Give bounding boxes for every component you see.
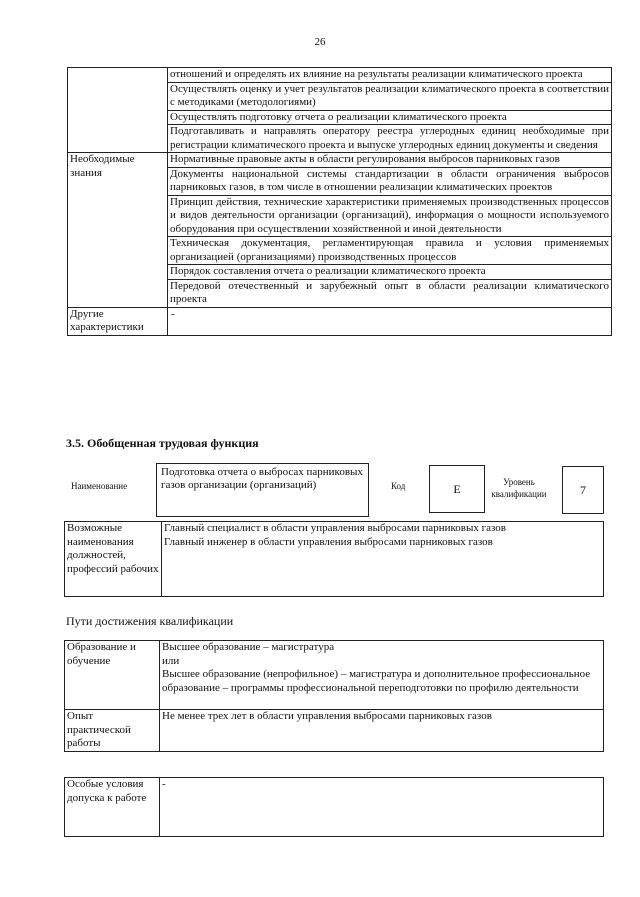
table-row	[65, 778, 604, 837]
table-row	[68, 153, 612, 168]
table-row	[65, 522, 604, 597]
positions-table	[64, 521, 604, 597]
name-label: Наименование	[71, 481, 128, 491]
table-cell: Нормативные правовые акты в области регулирования выбросов парниковых газов	[168, 153, 612, 168]
table-cell: Техническая документация, регламентирующая правила и условия применяемых организацией (организациями) производственных процессов	[168, 237, 612, 265]
table-cell: отношений и определять их влияние на результаты реализации климатического проекта	[168, 68, 612, 83]
row-label: Особые условия допуска к работе	[65, 778, 160, 837]
section-heading: 3.5. Обобщенная трудовая функция	[66, 436, 259, 450]
qualification-paths-title: Пути достижения квалификации	[66, 614, 234, 628]
level-box: 7	[562, 466, 604, 514]
row-label	[68, 68, 168, 153]
table-cell: -	[168, 307, 612, 335]
table-cell: Передовой отечественный и зарубежный опыт в области реализации климатического проекта	[168, 279, 612, 307]
position-item: Главный специалист в области управления выбросами парниковых газов	[164, 522, 506, 534]
table-cell: Подготавливать и направлять оператору реестра углеродных единиц необходимые при регистрации климатического проекта и выпуске углеродных единиц документы и сведения	[168, 125, 612, 153]
table-row	[68, 68, 612, 83]
row-label: Опыт практической работы	[65, 710, 160, 752]
table-cell: -	[160, 778, 604, 837]
row-label: Возможные наименования должностей, профессий рабочих	[65, 522, 162, 597]
table-cell	[160, 641, 604, 710]
row-label: Образование и обучение	[65, 641, 160, 710]
code-label: Код	[391, 481, 406, 491]
skills-table	[67, 67, 612, 336]
row-label: Другие характеристики	[68, 307, 168, 335]
code-box: E	[429, 465, 485, 513]
table-row	[68, 307, 612, 335]
table-row	[65, 641, 604, 710]
education-line: или	[162, 654, 180, 667]
table-cell: Осуществлять оценку и учет результатов реализации климатического проекта в соответствии с методиками (методологиями)	[168, 82, 612, 110]
position-item: Главный инженер в области управления выбросами парниковых газов	[164, 535, 493, 548]
function-name-box: Подготовка отчета о выбросах парниковых газов организации (организаций)	[156, 463, 369, 517]
table-cell: Принцип действия, технические характеристики применяемых производственных процессов и видов деятельности организации (организаций), информация о мощности используемого оборудования при осуществлении хозяйственной и иной деятельности	[168, 195, 612, 237]
table-cell: Документы национальной системы стандартизации в области ограничения выбросов парниковых газов, в том числе в отношении реализации климатических проектов	[168, 167, 612, 195]
education-line: Высшее образование (непрофильное) – магистратура и дополнительное профессиональное образование – программы профессиональной переподготовки по профилю деятельности	[162, 668, 591, 694]
level-label: Уровень квалификации	[491, 477, 547, 499]
table-row	[65, 710, 604, 752]
page-number: 26	[314, 36, 326, 48]
table-cell: Порядок составления отчета о реализации климатического проекта	[168, 265, 612, 280]
row-label: Необходимые знания	[68, 153, 168, 308]
table-cell: Осуществлять подготовку отчета о реализации климатического проекта	[168, 110, 612, 125]
education-table	[64, 640, 604, 752]
table-cell	[162, 522, 604, 597]
education-line: Высшее образование – магистратура	[162, 641, 335, 653]
special-conditions-table	[64, 777, 604, 837]
table-cell: Не менее трех лет в области управления выбросами парниковых газов	[160, 710, 604, 752]
